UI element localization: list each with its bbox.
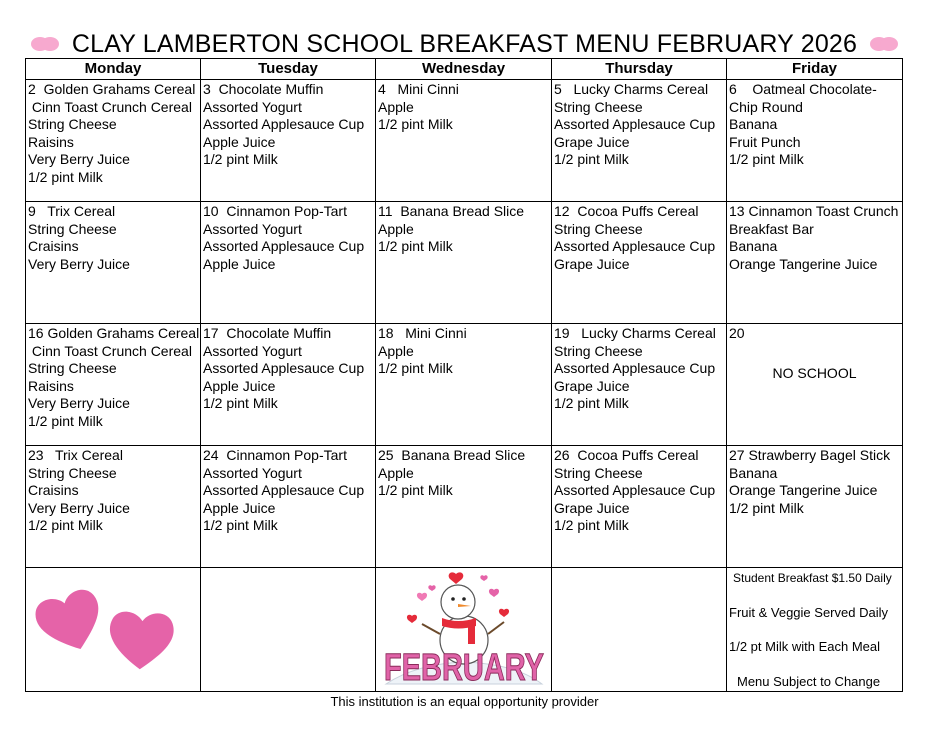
empty-cell	[552, 568, 727, 692]
day-cell	[201, 202, 376, 324]
menu-item: Assorted Applesauce Cup	[203, 238, 365, 254]
menu-item: Assorted Yogurt	[203, 342, 302, 359]
no-school-label: NO SCHOOL	[772, 364, 857, 381]
day-number-item: 23 Trix Cereal	[28, 447, 123, 463]
menu-item: Assorted Applesauce Cup	[554, 116, 716, 132]
menu-item: Banana	[729, 464, 778, 481]
menu-item: Apple	[378, 98, 414, 115]
menu-item: 1/2 pint Milk	[729, 151, 804, 167]
day-header: Tuesday	[201, 59, 376, 80]
menu-item: String Cheese	[28, 464, 117, 481]
day-cell	[201, 446, 376, 568]
day-header: Monday	[26, 59, 201, 80]
menu-item: String Cheese	[28, 360, 117, 376]
heart-icon	[869, 35, 899, 53]
day-cell	[727, 324, 903, 446]
menu-item: 1/2 pint Milk	[378, 360, 453, 376]
menu-item: Assorted Applesauce Cup	[203, 482, 365, 498]
menu-item: 1/2 pint Milk	[203, 517, 278, 533]
day-cell	[727, 80, 903, 202]
day-number-item: 25 Banana Bread Slice	[378, 447, 526, 463]
menu-item: Grape Juice	[554, 133, 630, 150]
menu-item: 1/2 pint Milk	[554, 395, 629, 411]
february-art-cell	[376, 568, 552, 692]
day-number-item: 13 Cinnamon Toast Crunch	[729, 203, 899, 219]
menu-item: Banana	[729, 116, 778, 132]
day-number-item: 19 Lucky Charms Cereal	[554, 325, 716, 341]
menu-item: Very Berry Juice	[28, 151, 130, 167]
day-cell	[552, 202, 727, 324]
menu-item: Cinn Toast Crunch Cereal	[28, 98, 192, 115]
day-number-item: 10 Cinnamon Pop-Tart	[203, 203, 347, 219]
menu-item: Apple Juice	[203, 255, 276, 272]
milk-info: 1/2 pt Milk with Each Meal	[729, 639, 881, 654]
menu-item: 1/2 pint Milk	[203, 395, 278, 411]
day-cell	[727, 446, 903, 568]
menu-item: Chip Round	[729, 98, 803, 115]
day-cell	[26, 202, 201, 324]
menu-item: Assorted Yogurt	[203, 98, 302, 115]
menu-item: Very Berry Juice	[28, 255, 130, 272]
menu-item: String Cheese	[554, 464, 643, 481]
snowman-february-icon	[376, 568, 551, 689]
menu-item: Assorted Yogurt	[203, 220, 302, 237]
menu-item: Assorted Applesauce Cup	[203, 116, 365, 132]
menu-item: 1/2 pint Milk	[378, 116, 453, 132]
menu-item: Raisins	[28, 377, 74, 394]
day-header: Friday	[727, 59, 903, 80]
menu-item: String Cheese	[28, 220, 117, 237]
day-cell	[376, 446, 552, 568]
day-cell	[201, 324, 376, 446]
day-number-item: 3 Chocolate Muffin	[203, 81, 324, 97]
menu-item: Orange Tangerine Juice	[729, 482, 878, 498]
day-cell	[552, 80, 727, 202]
day-number-item: 27 Strawberry Bagel Stick	[729, 447, 891, 463]
menu-item: 1/2 pint Milk	[378, 238, 453, 254]
day-number-item: 16 Golden Grahams Cereal	[28, 325, 200, 341]
day-cell	[552, 446, 727, 568]
february-art-text: FEBRUARY	[384, 647, 544, 689]
menu-item: String Cheese	[554, 342, 643, 359]
day-number-item: 5 Lucky Charms Cereal	[554, 81, 709, 97]
day-number-item: 18 Mini Cinni	[378, 325, 467, 341]
menu-item: Very Berry Juice	[28, 395, 130, 411]
day-number-item: 9 Trix Cereal	[28, 203, 116, 219]
day-cell	[552, 324, 727, 446]
hearts-decoration-icon	[28, 569, 198, 681]
menu-item: Apple Juice	[203, 133, 276, 150]
header-row	[26, 59, 903, 80]
day-cell	[26, 446, 201, 568]
menu-item: Grape Juice	[554, 255, 630, 272]
title-row	[0, 26, 929, 62]
menu-item: Very Berry Juice	[28, 499, 130, 516]
menu-item: 1/2 pint Milk	[203, 151, 278, 167]
week-row	[26, 80, 903, 202]
hearts-cell	[26, 568, 201, 692]
price-info: Student Breakfast $1.50 Daily	[733, 571, 892, 585]
day-number-item: 4 Mini Cinni	[378, 81, 459, 97]
day-number-item: 26 Cocoa Puffs Cereal	[554, 447, 699, 463]
change-info: Menu Subject to Change	[737, 673, 881, 689]
day-number-item: 2 Golden Grahams Cereal	[28, 81, 196, 97]
menu-item: Cinn Toast Crunch Cereal	[28, 342, 192, 359]
menu-item: 1/2 pint Milk	[28, 168, 103, 185]
menu-item: Apple Juice	[203, 499, 276, 516]
menu-item: Grape Juice	[554, 499, 630, 516]
menu-item: Apple Juice	[203, 377, 276, 394]
menu-item: Fruit Punch	[729, 133, 801, 150]
menu-item: Assorted Yogurt	[203, 464, 302, 481]
menu-item: 1/2 pint Milk	[28, 412, 103, 429]
day-number-item: 6 Oatmeal Chocolate-	[729, 81, 877, 97]
menu-item: Apple	[378, 342, 414, 359]
day-cell	[727, 202, 903, 324]
info-cell	[727, 568, 903, 692]
day-number-item: 11 Banana Bread Slice	[378, 203, 525, 219]
menu-item: Apple	[378, 220, 414, 237]
menu-calendar	[25, 58, 903, 692]
menu-item: 1/2 pint Milk	[378, 482, 453, 498]
menu-item: 1/2 pint Milk	[28, 517, 103, 533]
week-row	[26, 324, 903, 446]
menu-item: Raisins	[28, 133, 74, 150]
menu-item: Orange Tangerine Juice	[729, 255, 878, 272]
menu-item: String Cheese	[28, 116, 117, 132]
day-cell	[376, 80, 552, 202]
fruit-info: Fruit & Veggie Served Daily	[729, 604, 888, 620]
week-row	[26, 202, 903, 324]
day-number-item: 24 Cinnamon Pop-Tart	[203, 447, 347, 463]
day-cell	[376, 324, 552, 446]
day-number-item: 17 Chocolate Muffin	[203, 325, 332, 341]
menu-item: 1/2 pint Milk	[554, 151, 629, 167]
day-cell	[26, 324, 201, 446]
heart-icon	[30, 35, 60, 53]
menu-item: 1/2 pint Milk	[729, 499, 804, 516]
day-header: Thursday	[552, 59, 727, 80]
footer-text: This institution is an equal opportunity provider	[330, 694, 599, 709]
day-cell	[201, 80, 376, 202]
day-cell	[376, 202, 552, 324]
menu-item: Assorted Applesauce Cup	[554, 482, 716, 498]
menu-item: Banana	[729, 238, 778, 254]
page-title: CLAY LAMBERTON SCHOOL BREAKFAST MENU FEBRUARY 2026	[71, 29, 858, 58]
menu-item: Craisins	[28, 238, 79, 254]
menu-item: 1/2 pint Milk	[554, 517, 629, 533]
empty-cell	[201, 568, 376, 692]
day-header: Wednesday	[376, 59, 552, 80]
menu-item: String Cheese	[554, 98, 643, 115]
menu-item: Assorted Applesauce Cup	[554, 238, 716, 254]
day-number-item: 20	[729, 325, 745, 341]
menu-item: Assorted Applesauce Cup	[554, 360, 716, 376]
menu-item: Grape Juice	[554, 377, 630, 394]
menu-item: Apple	[378, 464, 414, 481]
menu-item: Craisins	[28, 482, 79, 498]
menu-item: Assorted Applesauce Cup	[203, 360, 365, 376]
menu-item: String Cheese	[554, 220, 643, 237]
week-row	[26, 446, 903, 568]
day-cell	[26, 80, 201, 202]
footer-row	[26, 568, 903, 692]
menu-item: Breakfast Bar	[729, 220, 814, 237]
day-number-item: 12 Cocoa Puffs Cereal	[554, 203, 699, 219]
